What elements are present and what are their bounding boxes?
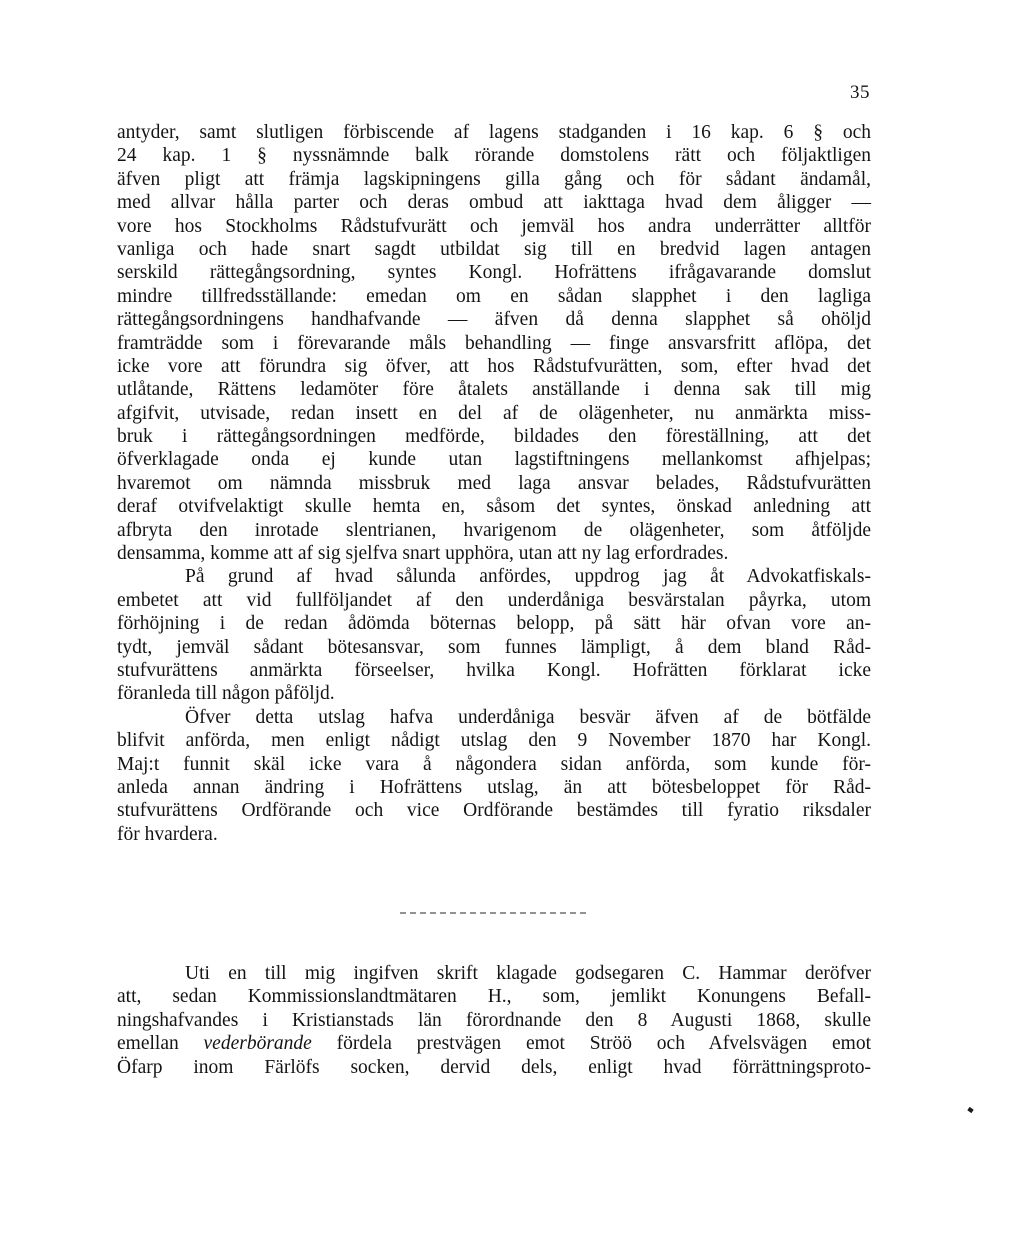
- paragraph-2: [117, 565, 871, 705]
- stray-ink-mark: [967, 1107, 973, 1113]
- text-line: 24 kap. 1 § nyssnämnde balk rörande domstolens rätt och följaktligen: [117, 145, 871, 167]
- text-block-upper: [117, 121, 871, 846]
- text-line: Maj:t funnit skäl icke vara å någondera sidan anförda, som kunde för-: [117, 753, 871, 775]
- text-line: framträdde som i förevarande måls behandling — finge ansvarsfritt aflöpa, det: [117, 332, 871, 354]
- text-line: föranleda till någon påföljd.: [117, 683, 335, 705]
- text-line: afgifvit, utvisade, redan insett en del af de olägenheter, nu anmärkta miss-: [117, 402, 871, 424]
- text-line-mixed: [117, 1032, 871, 1055]
- text-line: anleda annan ändring i Hofrättens utslag, än att bötesbeloppet för Råd-: [117, 776, 871, 798]
- text-block-lower: [117, 962, 871, 1079]
- text-line: serskild rättegångsordning, syntes Kongl. Hofrättens ifrågavarande domslut: [117, 262, 871, 284]
- page-number: 35: [850, 82, 870, 103]
- section-separator: [400, 912, 586, 916]
- text-line: vore hos Stockholms Rådstufvurätt och jemväl hos andra underrätter alltför: [117, 215, 871, 237]
- text-line: vanliga och hade snart sagdt utbildat sig till en bredvid lagen antagen: [117, 238, 871, 260]
- italic-term: vederbörande: [203, 1033, 312, 1055]
- text-line: deraf otvifvelaktigt skulle hemta en, såsom det syntes, önskad anledning att: [117, 496, 871, 518]
- text-line: mindre tillfredsställande: emedan om en sådan slapphet i den lagliga: [117, 285, 871, 307]
- text-line: tydt, jemväl sådant bötesansvar, som funnes lämpligt, å dem bland Råd-: [117, 636, 871, 658]
- paragraph-1: [117, 121, 871, 565]
- text-fragment: emellan: [117, 1033, 179, 1055]
- paragraph-4: [117, 962, 871, 1079]
- text-line: antyder, samt slutligen förbiscende af lagens stadganden i 16 kap. 6 § och: [117, 122, 871, 143]
- text-line: bruk i rättegångsordningen medförde, bildades den föreställning, att det: [117, 426, 871, 448]
- text-line: embetet att vid fullföljandet af den underdåniga besvärstalan påyrka, utom: [117, 589, 871, 611]
- text-line: På grund af hvad sålunda anfördes, uppdrog jag åt Advokatfiskals-: [185, 566, 871, 588]
- text-line: rättegångsordningens handhafvande — äfven då denna slapphet så ohöljd: [117, 309, 871, 331]
- text-line: afbryta den inrotade slentrianen, hvarigenom de olägenheter, som åtföljde: [117, 519, 871, 541]
- text-line: för hvardera.: [117, 823, 218, 845]
- text-line: förhöjning i de redan ådömda böternas belopp, på sätt här ofvan vore an-: [117, 613, 871, 635]
- text-line: Öfarp inom Färlöfs socken, dervid dels, enligt hvad förrättningsproto-: [117, 1056, 871, 1078]
- text-line: Öfver detta utslag hafva underdåniga besvär äfven af de bötfälde: [185, 706, 871, 728]
- text-line: öfverklagade onda ej kunde utan lagstiftningens mellankomst afhjelpas;: [117, 449, 871, 471]
- text-fragment: fördela prestvägen emot Strӧö och Afvelsvägen emot: [336, 1033, 872, 1055]
- text-line: utlåtande, Rättens ledamöter före åtalets anställande i denna sak till mig: [117, 379, 871, 401]
- text-line: äfven pligt att främja lagskipningens gilla gång och för sådant ändamål,: [117, 168, 871, 190]
- text-line: med allvar hålla parter och deras ombud att iakttaga hvad dem åligger —: [117, 192, 871, 214]
- text-line: ningshafvandes i Kristianstads län förordnande den 8 Augusti 1868, skulle: [117, 1009, 871, 1031]
- text-line: densamma, komme att af sig sjelfva snart upphöra, utan att ny lag erfordrades.: [117, 543, 729, 565]
- text-line: Uti en till mig ingifven skrift klagade godsegaren C. Hammar deröfver: [185, 963, 871, 984]
- text-line: att, sedan Kommissionslandtmätaren H., som, jemlikt Konungens Befall-: [117, 986, 871, 1008]
- text-line: hvaremot om nämnda missbruk med laga ansvar belades, Rådstufvurätten: [117, 472, 871, 494]
- paragraph-3: [117, 706, 871, 846]
- text-line: icke vore att förundra sig öfver, att hos Rådstufvurätten, som, efter hvad det: [117, 355, 871, 377]
- text-line: blifvit anförda, men enligt nådigt utslag den 9 November 1870 har Kongl.: [117, 730, 871, 752]
- text-line: stufvurättens Ordförande och vice Ordförande bestämdes till fyratio riksdaler: [117, 800, 871, 822]
- text-line: stufvurättens anmärkta förseelser, hvilka Kongl. Hofrätten förklarat icke: [117, 659, 871, 681]
